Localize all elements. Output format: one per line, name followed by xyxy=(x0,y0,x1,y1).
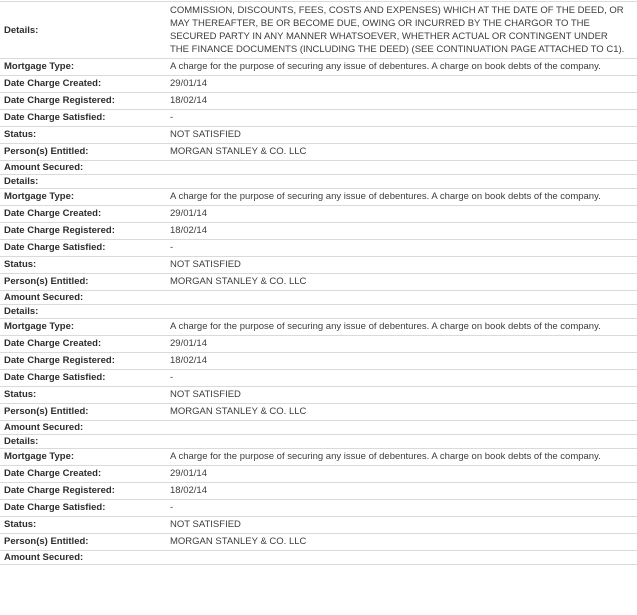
table-row xyxy=(0,336,637,353)
row-label: Status: xyxy=(0,257,170,274)
row-label: Mortgage Type: xyxy=(0,189,170,206)
row-label: Date Charge Registered: xyxy=(0,353,170,370)
table-row xyxy=(0,93,637,110)
row-value: MORGAN STANLEY & CO. LLC xyxy=(170,274,637,291)
row-label: Status: xyxy=(0,517,170,534)
row-label: Date Charge Satisfied: xyxy=(0,240,170,257)
row-label: Mortgage Type: xyxy=(0,319,170,336)
row-label: Date Charge Satisfied: xyxy=(0,110,170,127)
row-label: Amount Secured: xyxy=(0,161,170,175)
table-row xyxy=(0,240,637,257)
row-value: A charge for the purpose of securing any issue of debentures. A charge on book debts of the company. xyxy=(170,449,637,466)
table-row xyxy=(0,387,637,404)
row-value: A charge for the purpose of securing any issue of debentures. A charge on book debts of the company. xyxy=(170,59,637,76)
row-label: Date Charge Created: xyxy=(0,206,170,223)
row-value: 18/02/14 xyxy=(170,223,637,240)
table-row xyxy=(0,161,637,175)
table-row xyxy=(0,110,637,127)
row-value: MORGAN STANLEY & CO. LLC xyxy=(170,534,637,551)
row-value xyxy=(170,175,637,189)
table-row xyxy=(0,223,637,240)
table-row xyxy=(0,127,637,144)
table-row xyxy=(0,206,637,223)
charges-table xyxy=(0,1,637,565)
row-value xyxy=(170,435,637,449)
table-row xyxy=(0,466,637,483)
row-value: - xyxy=(170,370,637,387)
table-row xyxy=(0,175,637,189)
table-row xyxy=(0,421,637,435)
row-value: 29/01/14 xyxy=(170,466,637,483)
row-label: Mortgage Type: xyxy=(0,59,170,76)
row-label: Amount Secured: xyxy=(0,291,170,305)
table-row xyxy=(0,500,637,517)
row-value: A charge for the purpose of securing any issue of debentures. A charge on book debts of the company. xyxy=(170,319,637,336)
row-value: 29/01/14 xyxy=(170,206,637,223)
row-label: Person(s) Entitled: xyxy=(0,274,170,291)
row-label: Date Charge Registered: xyxy=(0,223,170,240)
row-label: Amount Secured: xyxy=(0,421,170,435)
table-row xyxy=(0,435,637,449)
row-label: Date Charge Registered: xyxy=(0,93,170,110)
table-row xyxy=(0,534,637,551)
table-row xyxy=(0,189,637,206)
row-value: MORGAN STANLEY & CO. LLC xyxy=(170,404,637,421)
row-value: NOT SATISFIED xyxy=(170,387,637,404)
row-value: 18/02/14 xyxy=(170,483,637,500)
table-row xyxy=(0,305,637,319)
row-label: Details: xyxy=(0,175,170,189)
row-label: Person(s) Entitled: xyxy=(0,144,170,161)
row-value xyxy=(170,305,637,319)
row-label: Details: xyxy=(0,2,170,59)
table-row xyxy=(0,2,637,59)
row-label: Date Charge Created: xyxy=(0,466,170,483)
table-row xyxy=(0,257,637,274)
table-row xyxy=(0,483,637,500)
row-value xyxy=(170,291,637,305)
table-row xyxy=(0,144,637,161)
row-label: Details: xyxy=(0,305,170,319)
table-row xyxy=(0,404,637,421)
row-value: 18/02/14 xyxy=(170,353,637,370)
row-label: Person(s) Entitled: xyxy=(0,534,170,551)
row-label: Date Charge Created: xyxy=(0,336,170,353)
row-label: Date Charge Registered: xyxy=(0,483,170,500)
table-row xyxy=(0,59,637,76)
row-label: Date Charge Satisfied: xyxy=(0,370,170,387)
row-label: Status: xyxy=(0,127,170,144)
row-label: Details: xyxy=(0,435,170,449)
row-label: Amount Secured: xyxy=(0,551,170,565)
row-value: 29/01/14 xyxy=(170,336,637,353)
table-row xyxy=(0,274,637,291)
row-value xyxy=(170,161,637,175)
row-value: - xyxy=(170,500,637,517)
table-row xyxy=(0,370,637,387)
row-label: Status: xyxy=(0,387,170,404)
row-value: MORGAN STANLEY & CO. LLC xyxy=(170,144,637,161)
table-row xyxy=(0,76,637,93)
row-label: Mortgage Type: xyxy=(0,449,170,466)
row-value: 18/02/14 xyxy=(170,93,637,110)
table-row xyxy=(0,319,637,336)
row-value xyxy=(170,551,637,565)
row-label: Date Charge Created: xyxy=(0,76,170,93)
row-value: COMMISSION, DISCOUNTS, FEES, COSTS AND EXPENSES) WHICH AT THE DATE OF THE DEED, OR MAY THEREAFTER, BE OR BECOME DUE, OWING OR INCURRED BY THE CHARGOR TO THE SECURED PARTY IN ANY MANNER WHATSOEVER, WHETHER ACTUAL OR CONTINGENT UNDER THE FINANCE DOCUMENTS (INCLUDING THE DEED) (SEE CONTINUATION PAGE ATTACHED TO C1). xyxy=(170,2,637,59)
row-value: NOT SATISFIED xyxy=(170,517,637,534)
row-value: - xyxy=(170,110,637,127)
table-row xyxy=(0,353,637,370)
row-value xyxy=(170,421,637,435)
row-value: 29/01/14 xyxy=(170,76,637,93)
table-row xyxy=(0,517,637,534)
row-label: Date Charge Satisfied: xyxy=(0,500,170,517)
row-value: NOT SATISFIED xyxy=(170,127,637,144)
row-value: - xyxy=(170,240,637,257)
row-label: Person(s) Entitled: xyxy=(0,404,170,421)
row-value: A charge for the purpose of securing any issue of debentures. A charge on book debts of the company. xyxy=(170,189,637,206)
table-row xyxy=(0,291,637,305)
row-value: NOT SATISFIED xyxy=(170,257,637,274)
table-row xyxy=(0,551,637,565)
table-row xyxy=(0,449,637,466)
charges-table-body xyxy=(0,2,637,565)
